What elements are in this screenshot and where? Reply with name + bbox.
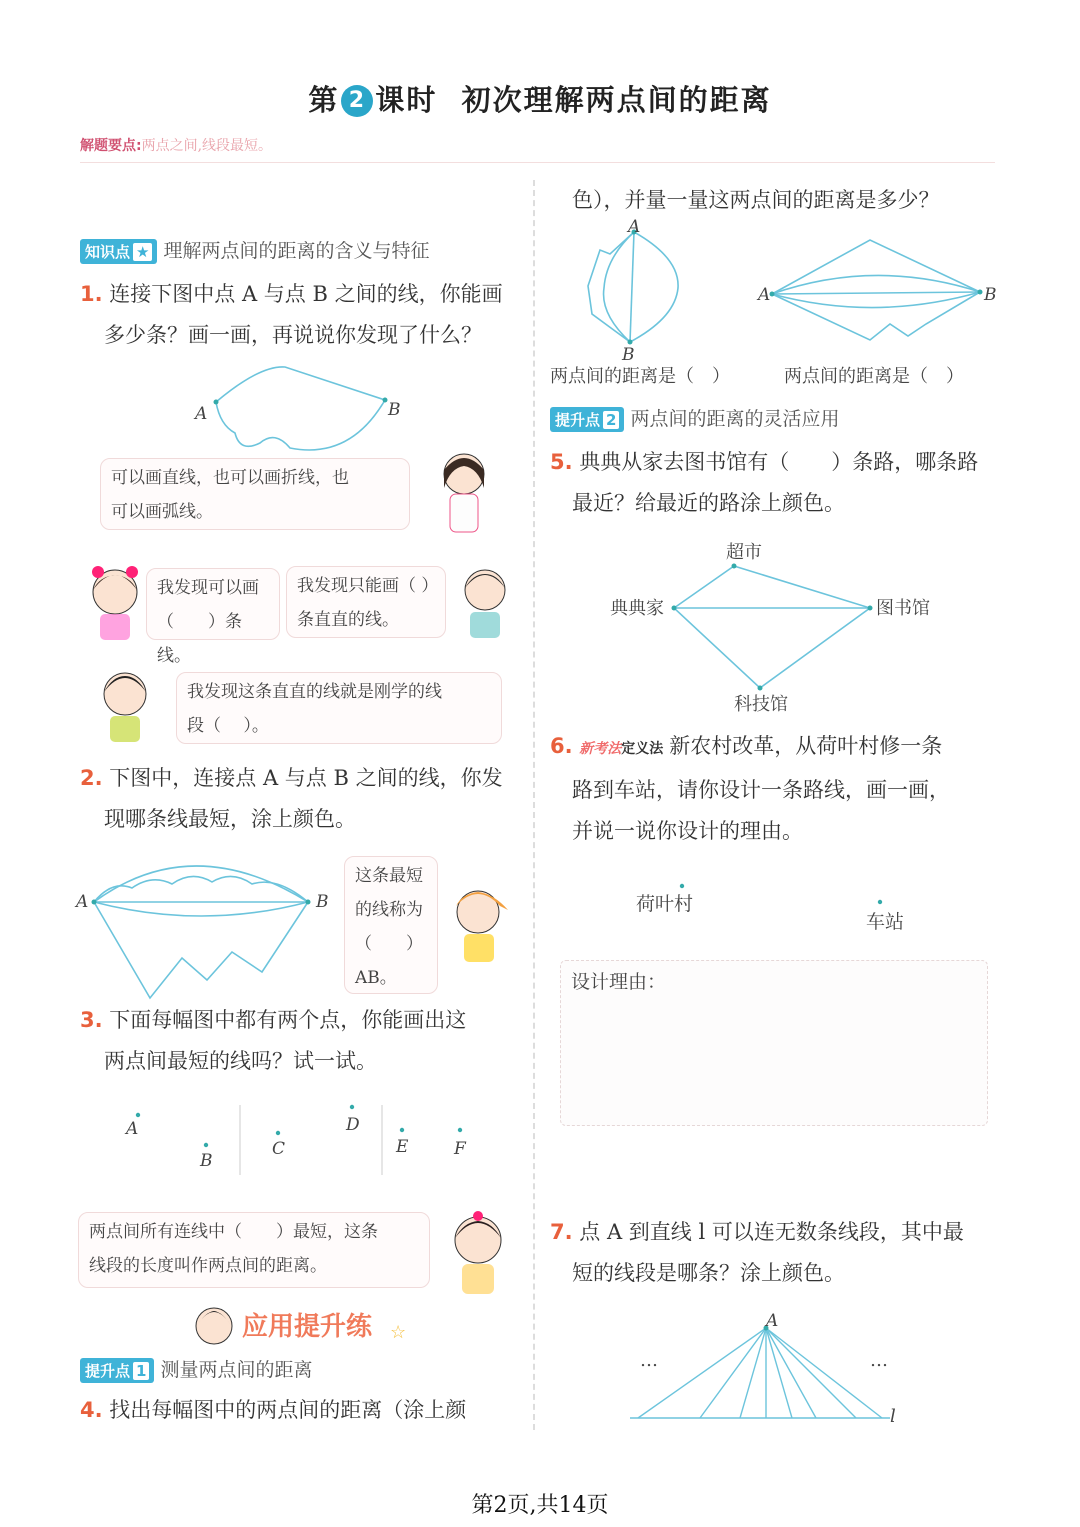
lesson-number: 2 bbox=[341, 85, 373, 117]
star-icon: ★ bbox=[133, 243, 152, 261]
speech-bubble-4: 我发现这条直直的线就是刚学的线 段（ ）。 bbox=[176, 672, 502, 744]
improve-badge: 提升点 1 bbox=[80, 1358, 154, 1383]
question-text: 多少条？画一画，再说说你发现了什么？ bbox=[104, 323, 482, 347]
q5-map bbox=[600, 536, 960, 726]
library-label: 图书馆 bbox=[876, 598, 930, 619]
definition-tag: 定义法 bbox=[621, 741, 664, 757]
museum-label: 科技馆 bbox=[734, 694, 788, 715]
line-l-label: l bbox=[890, 1406, 896, 1427]
point-a-label: A bbox=[766, 1311, 779, 1331]
point-a-label: A bbox=[195, 404, 208, 424]
speech-bubble-3: 我发现只能画（ ） 条直直的线。 bbox=[286, 566, 446, 638]
question-number: 2. bbox=[80, 766, 103, 790]
title-main: 初次理解两点间的距离 bbox=[461, 83, 772, 117]
question-text: 并说一说你设计的理由。 bbox=[572, 819, 803, 843]
question-4-continued: 色），并量一量这两点间的距离是多少？ bbox=[572, 188, 940, 212]
new-method-tag: 新考法 bbox=[579, 741, 622, 757]
point-e-label: E bbox=[396, 1137, 409, 1157]
q6-figure bbox=[620, 878, 920, 938]
q4-figure-1 bbox=[580, 218, 690, 368]
point-a-label: A bbox=[126, 1119, 139, 1139]
question-7 bbox=[550, 1212, 1010, 1294]
apply-practice-banner bbox=[190, 1300, 420, 1350]
question-4 bbox=[80, 1390, 520, 1431]
point-b-label: B bbox=[388, 400, 401, 420]
village-label: 荷叶村 bbox=[636, 893, 694, 915]
design-reason-box[interactable] bbox=[560, 960, 988, 1126]
speech-bubble-girl: 可以画直线，也可以画折线，也 可以画弧线。 bbox=[100, 458, 410, 530]
boy-cap-avatar bbox=[444, 876, 514, 968]
improve-badge: 提升点 2 bbox=[550, 407, 624, 432]
question-3 bbox=[80, 1000, 520, 1082]
question-number: 5. bbox=[550, 450, 573, 474]
improve-point-2-header bbox=[550, 404, 839, 432]
knowledge-badge: 知识点 ★ bbox=[80, 239, 157, 264]
reason-label: 设计理由： bbox=[571, 971, 667, 993]
q4-figure-2 bbox=[750, 232, 1010, 352]
answer-blank-1: 两点间的距离是（ ） bbox=[550, 366, 730, 387]
star-icon: ☆ bbox=[390, 1322, 407, 1343]
point-b-label: B bbox=[984, 285, 997, 305]
question-text: 新农村改革，从荷叶村修一条 bbox=[669, 734, 943, 758]
question-number: 4. bbox=[80, 1398, 103, 1422]
market-label: 超市 bbox=[726, 542, 762, 563]
point-a-label: A bbox=[76, 892, 89, 912]
column-divider bbox=[533, 180, 535, 1430]
tip-label: 解题要点: bbox=[80, 138, 142, 154]
point-a-label: A bbox=[628, 218, 641, 237]
speech-bubble-6: 两点间所有连线中（ ）最短，这条 线段的长度叫作两点间的距离。 bbox=[78, 1212, 430, 1288]
point-d-label: D bbox=[346, 1115, 360, 1135]
question-1 bbox=[80, 274, 520, 356]
knowledge-point-header bbox=[80, 236, 429, 264]
section-title: 理解两点间的距离的含义与特征 bbox=[163, 240, 430, 262]
question-number: 1. bbox=[80, 282, 103, 306]
question-text: 典典从家去图书馆有（ ）条路，哪条路 bbox=[579, 450, 979, 474]
question-text: 两点间最短的线吗？试一试。 bbox=[104, 1049, 377, 1073]
ellipsis-left: … bbox=[640, 1350, 658, 1371]
title-suffix: 课时 bbox=[375, 83, 438, 117]
ellipsis-right: … bbox=[870, 1350, 888, 1371]
q2-figure bbox=[72, 840, 342, 1005]
improve-point-1-header bbox=[80, 1355, 312, 1383]
q7-figure bbox=[620, 1308, 920, 1428]
question-text: 路到车站，请你设计一条路线，画一画， bbox=[572, 778, 950, 802]
question-text: 短的线段是哪条？涂上颜色。 bbox=[572, 1261, 845, 1285]
section-title: 两点间的距离的灵活应用 bbox=[630, 408, 840, 430]
boy-avatar-2 bbox=[92, 664, 158, 746]
title-prefix: 第 bbox=[308, 83, 340, 117]
point-f-label: F bbox=[454, 1139, 466, 1159]
question-text: 现哪条线最短，涂上颜色。 bbox=[104, 807, 356, 831]
page-title bbox=[0, 78, 1080, 119]
girl-avatar-3 bbox=[440, 1204, 516, 1300]
point-b-label: B bbox=[622, 345, 635, 365]
question-text: 找出每幅图中的两点间的距离（涂上颜 bbox=[109, 1398, 467, 1422]
question-number: 7. bbox=[550, 1220, 573, 1244]
answer-blank-2: 两点间的距离是（ ） bbox=[784, 366, 964, 387]
question-6 bbox=[550, 726, 1010, 852]
point-c-label: C bbox=[272, 1139, 286, 1159]
q1-figure bbox=[180, 355, 420, 465]
question-text: 下图中，连接点 A 与点 B 之间的线，你发 bbox=[109, 766, 503, 790]
question-number: 6. bbox=[550, 734, 573, 758]
point-b-label: B bbox=[316, 892, 329, 912]
question-2 bbox=[80, 758, 520, 840]
section-title: 测量两点间的距离 bbox=[160, 1359, 313, 1381]
point-b-label: B bbox=[200, 1151, 213, 1171]
girl-avatar-2 bbox=[82, 560, 148, 642]
question-5 bbox=[550, 442, 1010, 524]
speech-bubble-5: 这条最短 的线称为 （ ） AB。 bbox=[344, 856, 438, 994]
tip-bar bbox=[80, 128, 995, 163]
question-text: 点 A 到直线 l 可以连无数条线段，其中最 bbox=[579, 1220, 964, 1244]
boy-avatar bbox=[452, 560, 518, 642]
q3-figure bbox=[100, 1100, 500, 1180]
home-label: 典典家 bbox=[610, 598, 664, 619]
station-label: 车站 bbox=[866, 911, 905, 933]
question-text: 连接下图中点 A 与点 B 之间的线，你能画 bbox=[109, 282, 503, 306]
mascot-icon bbox=[190, 1300, 238, 1350]
page-footer: 第2页,共14页 bbox=[471, 1493, 609, 1518]
question-text: 最近？给最近的路涂上颜色。 bbox=[572, 491, 845, 515]
tip-text: 两点之间,线段最短。 bbox=[141, 138, 273, 154]
apply-title: 应用提升练 bbox=[242, 1312, 373, 1342]
question-number: 3. bbox=[80, 1008, 103, 1032]
speech-bubble-2: 我发现可以画 （ ）条线。 bbox=[146, 568, 280, 640]
girl-avatar bbox=[420, 448, 500, 548]
point-a-label: A bbox=[758, 285, 771, 305]
question-text: 下面每幅图中都有两个点，你能画出这 bbox=[109, 1008, 467, 1032]
